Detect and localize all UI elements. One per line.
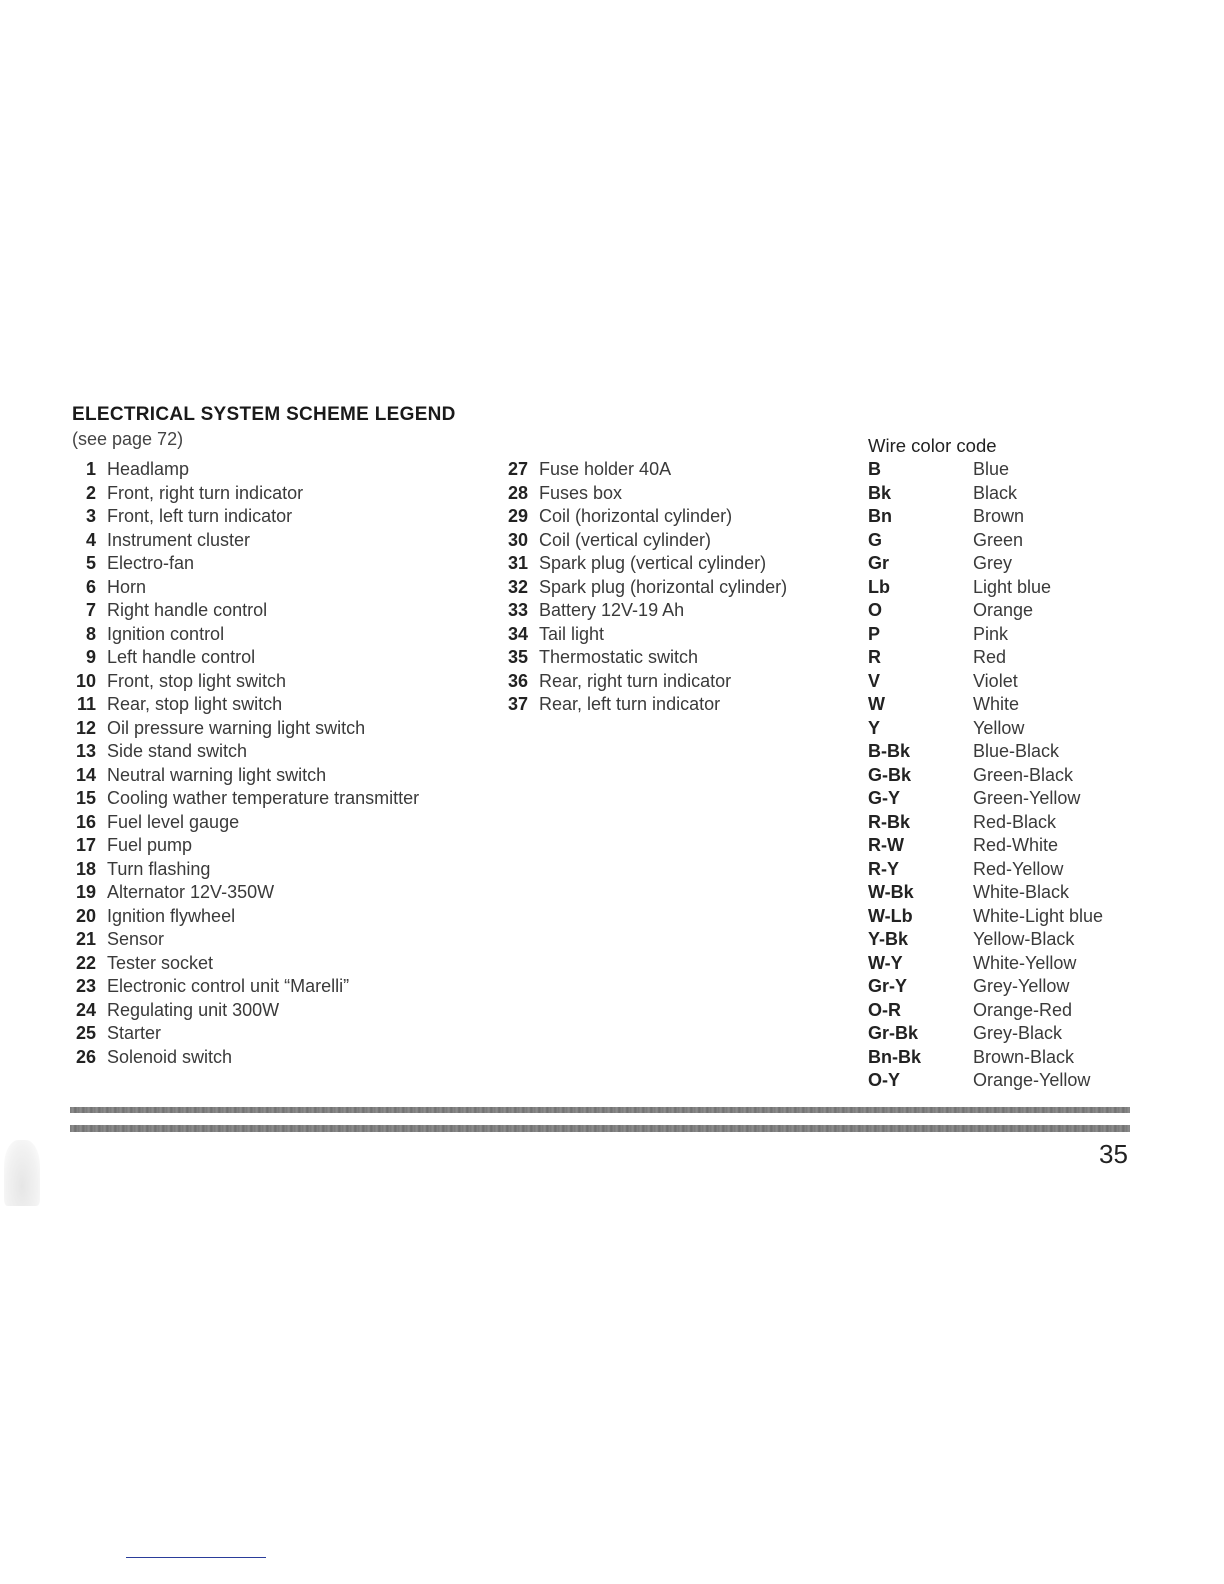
legend-item-label: Front, right turn indicator [107,482,304,503]
wire-color-name: Red-Black [973,811,1057,832]
wire-color-row [868,787,1103,811]
wire-color-code: W-Y [868,952,903,973]
legend-item-label: Headlamp [107,459,190,479]
legend-item-number: 10 [75,670,96,691]
legend-item-number: 34 [507,623,528,644]
legend-item-label: Front, stop light switch [107,670,287,691]
legend-item-label: Sensor [107,929,165,949]
wire-color-row [868,646,1103,670]
legend-item-label: Starter [107,1023,162,1043]
wire-color-code: Lb [868,576,890,597]
wire-color-code: Bk [868,482,892,503]
legend-item-number: 17 [75,835,96,855]
wire-color-row [868,881,1103,905]
wire-color-name: Black [973,482,1018,503]
wire-color-code: Gr-Bk [868,1023,919,1043]
wire-color-row [868,858,1103,882]
legend-item-number: 5 [85,553,96,573]
legend-item [496,458,787,482]
legend-item-number: 6 [85,576,96,597]
wire-color-name: Red-Yellow [973,858,1064,879]
wire-color-row [868,905,1103,929]
legend-item [64,1022,419,1046]
wire-color-name: Yellow [973,717,1025,738]
legend-item-number: 31 [507,553,528,573]
legend-item-label: Oil pressure warning light switch [107,717,366,738]
wire-color-row [868,717,1103,741]
legend-item-label: Tester socket [107,952,214,973]
legend-item-number: 14 [75,764,96,785]
legend-item [496,529,787,553]
legend-item [496,670,787,694]
wire-color-name: Green [973,529,1024,550]
wire-color-code: Gr-Y [868,976,908,996]
wire-color-code: P [868,623,881,644]
wire-color-row [868,482,1103,506]
legend-item-number: 35 [507,647,528,667]
legend-item-label: Left handle control [107,647,256,667]
wire-color-name: Green-Black [973,764,1074,785]
footer-rule-bottom [70,1125,1130,1132]
legend-item-label: Front, left turn indicator [107,506,293,526]
wire-color-name: Brown [973,506,1025,526]
legend-item [64,458,419,482]
legend-item [64,623,419,647]
wire-color-name: Brown-Black [973,1046,1075,1067]
legend-item-number: 32 [507,576,528,597]
legend-item-number: 23 [75,976,96,996]
legend-item-label: Fuse holder 40A [539,459,672,479]
legend-item [64,928,419,952]
legend-item [64,670,419,694]
legend-item-number: 13 [75,741,96,761]
wire-color-code: O-R [868,999,901,1020]
legend-item-label: Regulating unit 300W [107,999,280,1020]
wire-color-code: W [868,694,885,714]
legend-item-number: 9 [85,647,96,667]
wire-color-row [868,576,1103,600]
wire-color-name: White-Yellow [973,952,1077,973]
legend-item [64,717,419,741]
legend-item-label: Electronic control unit “Marelli” [107,976,350,996]
wire-color-name: Grey [973,553,1013,573]
legend-item-label: Rear, right turn indicator [539,670,732,691]
legend-item-label: Side stand switch [107,741,248,761]
wire-color-name: White [973,694,1020,714]
wire-color-code: B-Bk [868,741,911,761]
legend-item [64,740,419,764]
wire-color-row [868,740,1103,764]
legend-item-number: 4 [85,529,96,550]
legend-item-label: Spark plug (horizontal cylinder) [539,576,788,597]
wire-color-name: White-Light blue [973,905,1104,926]
legend-item [64,787,419,811]
legend-item [64,834,419,858]
legend-item-number: 7 [85,600,96,620]
legend-item [64,529,419,553]
wire-color-row [868,1069,1103,1093]
legend-item-label: Coil (vertical cylinder) [539,529,712,550]
legend-item-number: 15 [75,788,96,808]
legend-item [64,693,419,717]
legend-item-label: Right handle control [107,600,268,620]
wire-color-code: G [868,529,883,550]
wire-color-name: Red-White [973,835,1059,855]
legend-item-label: Ignition flywheel [107,905,236,926]
legend-item [64,858,419,882]
legend-item-number: 26 [75,1046,96,1067]
legend-item [496,552,787,576]
legend-item-label: Alternator 12V-350W [107,882,275,902]
legend-item-number: 1 [85,459,96,479]
wire-color-name: Pink [973,623,1009,644]
wire-color-row [868,623,1103,647]
wire-color-name: Light blue [973,576,1052,597]
legend-item [64,1046,419,1070]
wire-color-row [868,693,1103,717]
legend-item-label: Solenoid switch [107,1046,233,1067]
legend-item-label: Fuel level gauge [107,811,240,832]
legend-item-number: 27 [507,459,528,479]
wire-color-code: R [868,647,881,667]
legend-item-number: 16 [75,811,96,832]
legend-item-number: 36 [507,670,528,691]
wire-color-code: Y-Bk [868,929,909,949]
wire-color-row [868,764,1103,788]
wire-color-row [868,811,1103,835]
legend-item-label: Neutral warning light switch [107,764,327,785]
wire-color-code: O [868,600,883,620]
wire-color-row [868,1046,1103,1070]
legend-item [64,576,419,600]
legend-item-number: 29 [507,506,528,526]
legend-item [496,576,787,600]
wire-color-code: G-Y [868,788,901,808]
legend-item-number: 19 [75,882,96,902]
legend-item-label: Rear, left turn indicator [539,694,721,714]
legend-item-number: 12 [75,717,96,738]
wire-color-row [868,458,1103,482]
wire-color-name: Green-Yellow [973,788,1081,808]
legend-column-2 [496,458,787,717]
wire-color-code: W-Bk [868,882,914,902]
wire-color-row [868,505,1103,529]
wire-color-code: B [868,459,881,479]
bottom-mark-line [126,1557,266,1558]
legend-item-label: Fuel pump [107,835,193,855]
legend-subtitle: (see page 72) [72,429,184,449]
legend-item [64,811,419,835]
legend-item [496,646,787,670]
page-number: 35 [1099,1139,1128,1169]
wire-color-name: Orange-Red [973,999,1073,1020]
legend-item [64,905,419,929]
legend-item-number: 28 [507,482,528,503]
wire-color-row [868,529,1103,553]
legend-item-number: 22 [75,952,96,973]
legend-item-number: 25 [75,1023,96,1043]
legend-item-label: Electro-fan [107,553,195,573]
wire-color-row [868,952,1103,976]
legend-item [64,999,419,1023]
legend-item-number: 21 [75,929,96,949]
legend-item [64,764,419,788]
wire-color-name: Yellow-Black [973,929,1075,949]
wire-color-code: V [868,670,881,691]
legend-item-label: Cooling wather temperature transmitter [107,788,420,808]
legend-item-number: 3 [85,506,96,526]
legend-item-label: Coil (horizontal cylinder) [539,506,733,526]
wire-color-name: Red [973,647,1007,667]
legend-column-1 [64,458,419,1069]
wire-color-row [868,975,1103,999]
wire-color-name: Orange-Yellow [973,1070,1091,1090]
legend-item [64,552,419,576]
wire-color-code: Bn [868,506,892,526]
legend-item-number: 33 [507,600,528,620]
legend-item-number: 37 [507,694,528,714]
footer-rule-top [70,1107,1130,1113]
wire-color-name: Grey-Black [973,1023,1063,1043]
legend-item-label: Ignition control [107,623,225,644]
legend-item-label: Rear, stop light switch [107,694,283,714]
wire-color-row [868,928,1103,952]
wire-color-name: White-Black [973,882,1070,902]
legend-item-number: 20 [75,905,96,926]
legend-item [496,693,787,717]
wire-color-name: Violet [973,670,1018,691]
wire-color-row [868,670,1103,694]
legend-item-number: 24 [75,999,96,1020]
legend-item [496,482,787,506]
legend-item-label: Battery 12V-19 Ah [539,600,685,620]
wire-color-code: Bn-Bk [868,1046,921,1067]
legend-item-label: Instrument cluster [107,529,251,550]
wire-color-code: R-Y [868,858,899,879]
wire-color-row [868,834,1103,858]
wire-color-name: Orange [973,600,1034,620]
wire-color-code: W-Lb [868,905,913,926]
legend-item-label: Horn [107,576,147,597]
wire-color-row [868,1022,1103,1046]
wire-color-code: Y [868,717,881,738]
wire-color-code: R-W [868,835,904,855]
legend-item-label: Thermostatic switch [539,647,699,667]
legend-item [496,505,787,529]
wire-color-code: Gr [868,553,890,573]
legend-title: ELECTRICAL SYSTEM SCHEME LEGEND [72,404,456,425]
legend-item [64,482,419,506]
wire-color-code-title: Wire color code [868,435,997,456]
legend-item-number: 8 [85,623,96,644]
legend-item-number: 30 [507,529,528,550]
wire-color-name: Grey-Yellow [973,976,1070,996]
legend-item-label: Turn flashing [107,858,211,879]
legend-item [64,599,419,623]
legend-item-number: 18 [75,858,96,879]
legend-item-number: 11 [76,694,96,714]
wire-color-code: O-Y [868,1070,901,1090]
legend-item [64,952,419,976]
scan-smudge [4,1140,40,1206]
legend-item [496,623,787,647]
legend-item-label: Fuses box [539,482,623,503]
legend-item [496,599,787,623]
wire-color-code: G-Bk [868,764,912,785]
wire-color-row [868,999,1103,1023]
legend-item-number: 2 [85,482,96,503]
legend-item [64,975,419,999]
wire-color-name: Blue [973,459,1010,479]
legend-item-label: Tail light [539,623,605,644]
legend-item [64,505,419,529]
legend-item-label: Spark plug (vertical cylinder) [539,553,767,573]
wire-color-code: R-Bk [868,811,911,832]
legend-item [64,881,419,905]
wire-color-code-list [868,458,1103,1093]
wire-color-name: Blue-Black [973,741,1060,761]
wire-color-row [868,599,1103,623]
wire-color-row [868,552,1103,576]
legend-item [64,646,419,670]
